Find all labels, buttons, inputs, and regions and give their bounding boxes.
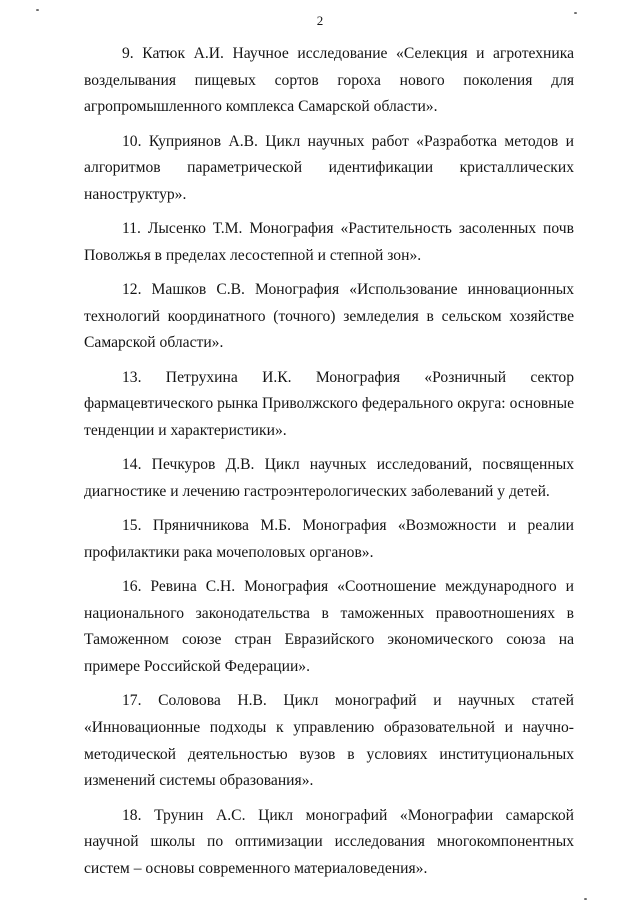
list-item: 17. Соловова Н.В. Цикл монографий и научных статей «Инновационные подходы к управлению образовательной и научно-методической деятельностью вузов в условиях институциональных изменений системы образования». (84, 692, 574, 790)
scan-speck (36, 9, 39, 11)
page-number: 2 (316, 13, 324, 28)
list-item: 16. Ревина С.Н. Монография «Соотношение международного и национального законодательства в таможенных правоотношениях в Таможенном союзе стран Евразийского экономического союза на примере Российской Федерации». (84, 578, 574, 676)
list-item: 11. Лысенко Т.М. Монография «Растительность засоленных почв Поволжья в пределах лесостепной и степной зон». (84, 220, 574, 264)
list-item: 9. Катюк А.И. Научное исследование «Селекция и агротехника возделывания пищевых сортов гороха нового поколения для агропромышленного комплекса Самарской области». (84, 45, 574, 116)
list-item: 14. Печкуров Д.В. Цикл научных исследований, посвященных диагностике и лечению гастроэнтерологических заболеваний у детей. (84, 456, 574, 500)
list-item: 10. Куприянов А.В. Цикл научных работ «Разработка методов и алгоритмов параметрической идентификации кристаллических наноструктур». (84, 132, 574, 203)
list-item: 13. Петрухина И.К. Монография «Розничный сектор фармацевтического рынка Приволжского федерального округа: основные тенденции и характеристики». (84, 368, 574, 439)
list-item: 18. Трунин А.С. Цикл монографий «Монографии самарской научной школы по оптимизации исследования многокомпонентных систем – основы современного материаловедения». (84, 806, 574, 877)
award-list (84, 41, 574, 890)
scan-speck (584, 898, 587, 900)
scan-speck (574, 12, 577, 14)
list-item: 15. Пряничникова М.Б. Монография «Возможности и реалии профилактики рака мочеполовых органов». (84, 517, 574, 561)
list-item: 12. Машков С.В. Монография «Использование инновационных технологий координатного (точного) земледелия в сельском хозяйстве Самарской области». (84, 281, 574, 352)
